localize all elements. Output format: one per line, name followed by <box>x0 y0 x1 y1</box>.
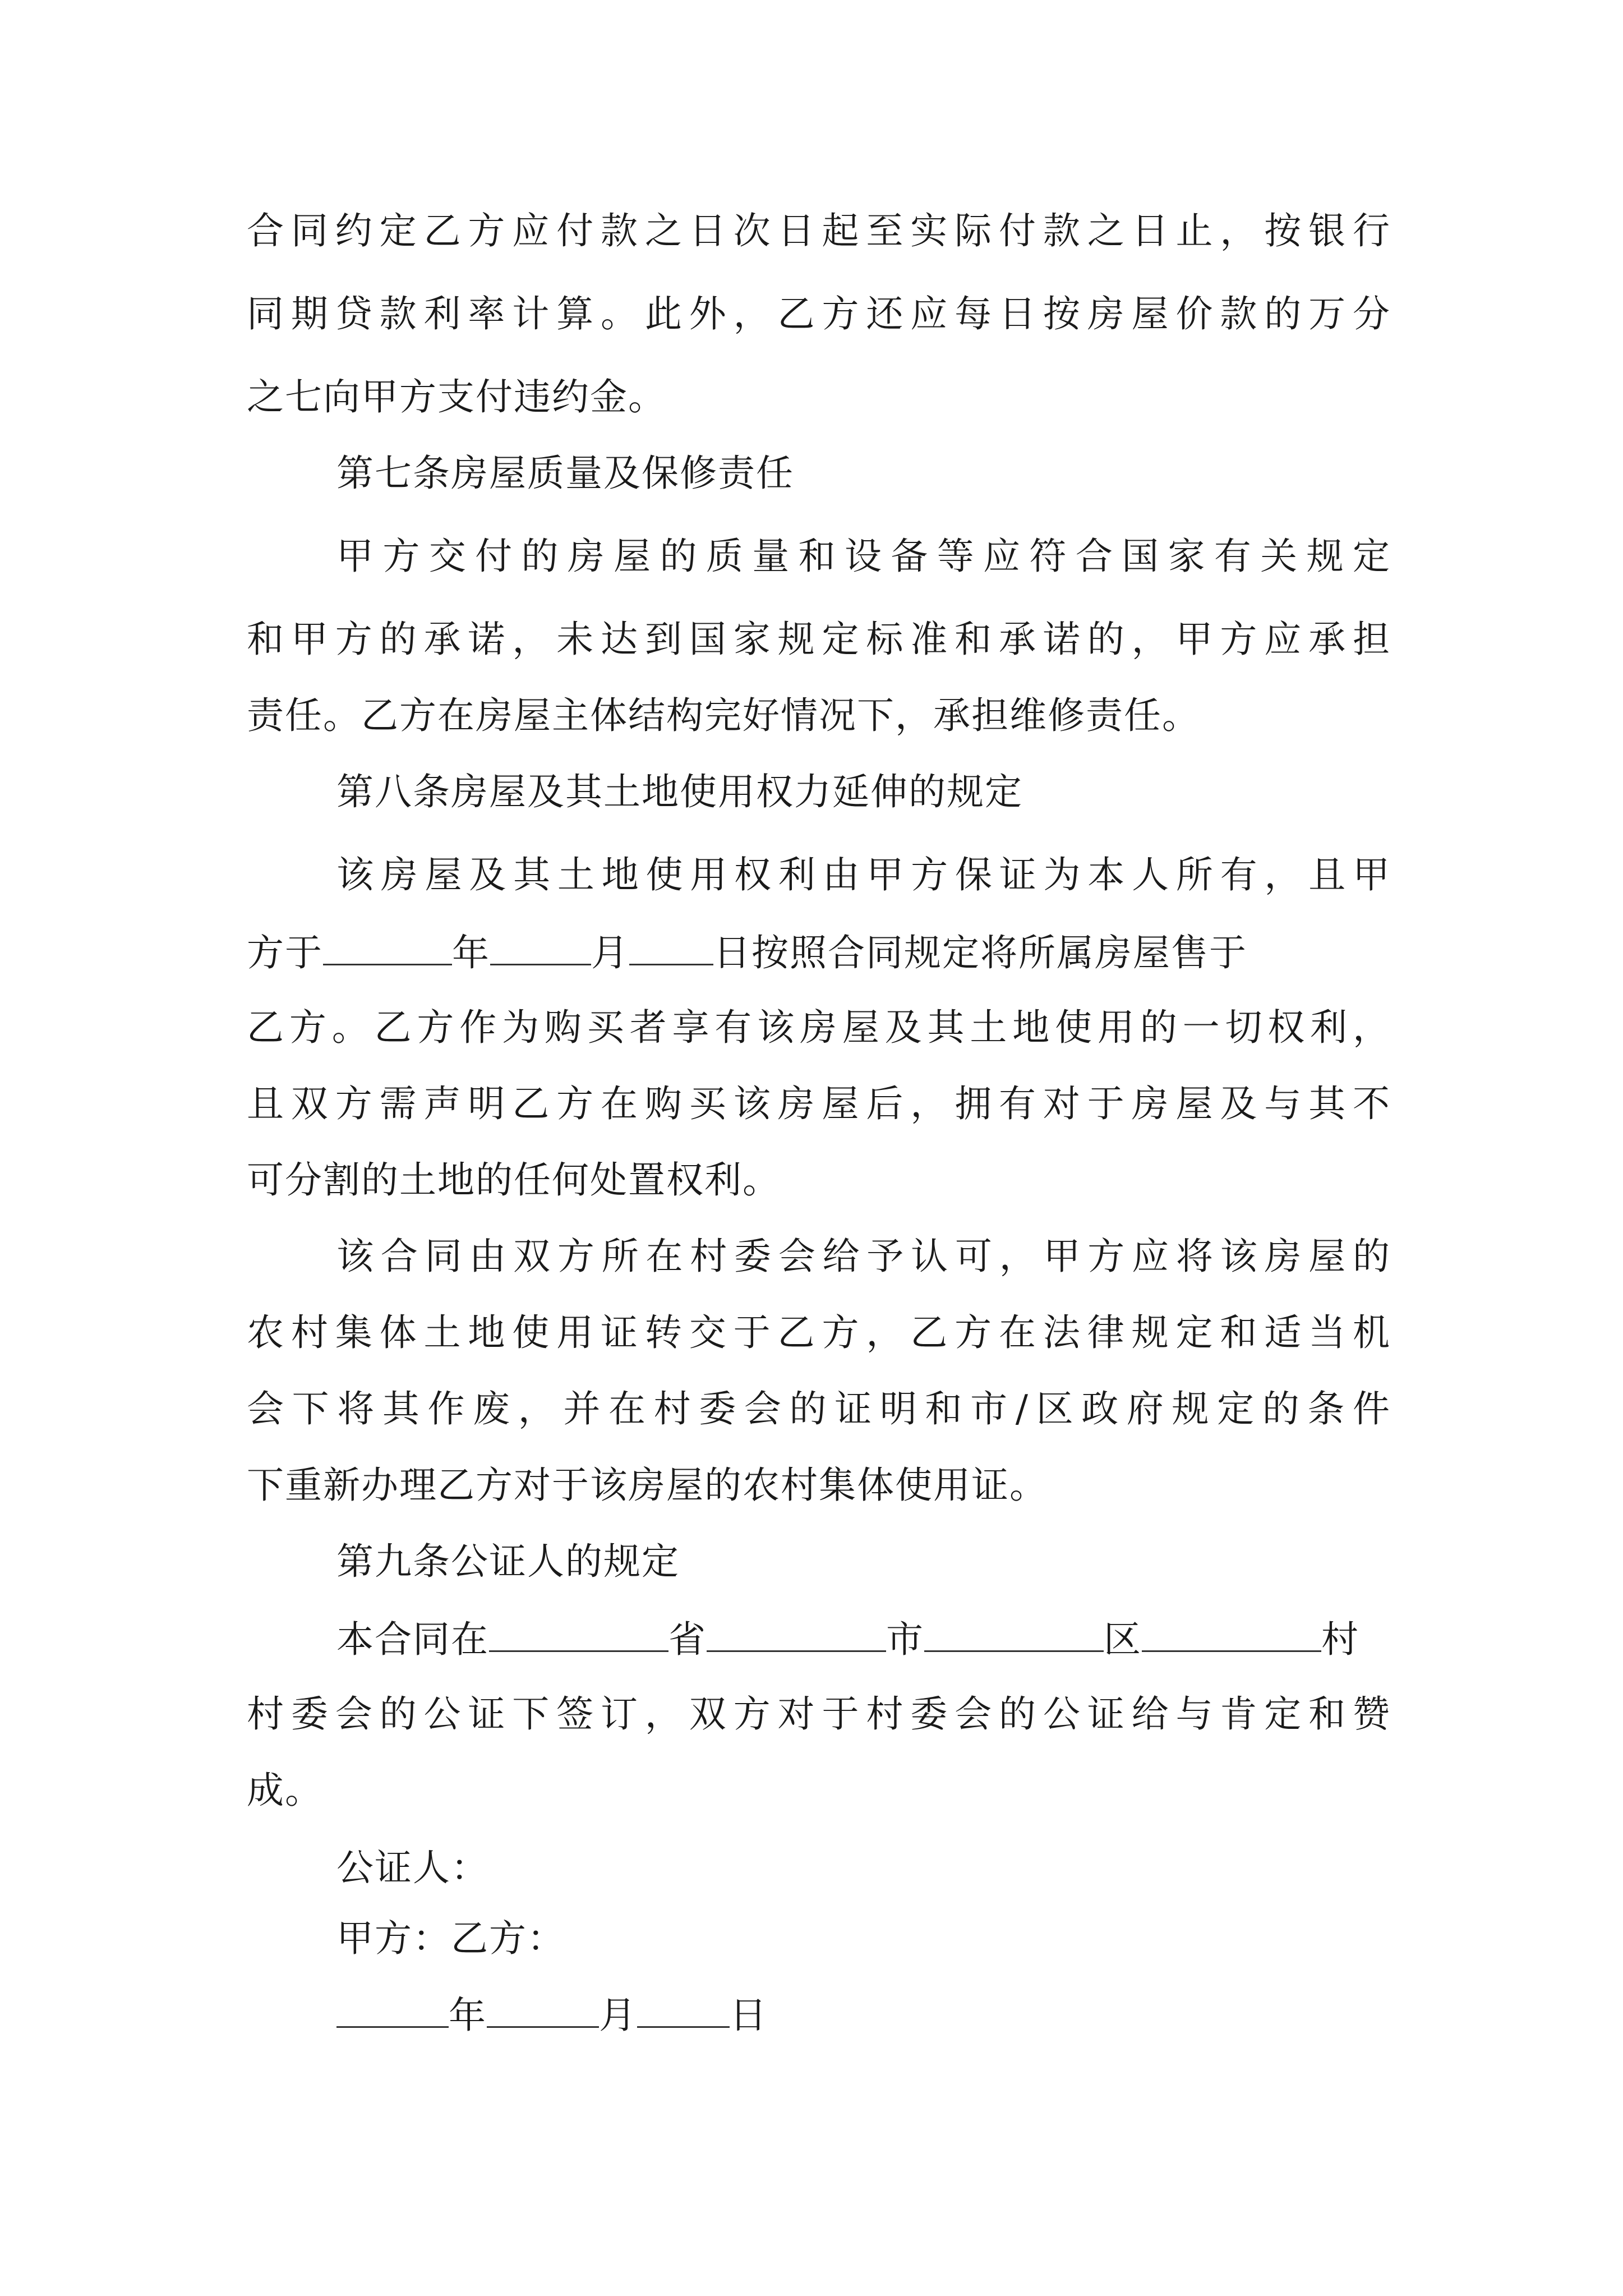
year-blank <box>323 929 452 965</box>
paragraph-line: 该合同由双方所在村委会给予认可，甲方应将该房屋的 <box>336 1235 1391 1278</box>
paragraph-line <box>247 929 1391 974</box>
paragraph-line: 农村集体土地使用证转交于乙方，乙方在法律规定和适当机 <box>247 1311 1391 1354</box>
province-blank <box>489 1616 668 1652</box>
district-blank <box>924 1616 1104 1652</box>
day-blank <box>629 929 713 965</box>
text-fragment: 村 <box>1321 1618 1359 1661</box>
paragraph-line: 成。 <box>247 1769 323 1812</box>
city-blank <box>707 1616 886 1652</box>
paragraph-line: 乙方。乙方作为购买者享有该房屋及其土地使用的一切权利， <box>247 1006 1391 1049</box>
text-fragment: 日按照合同规定将所属房屋售于 <box>713 931 1247 974</box>
paragraph-line <box>336 1616 1391 1660</box>
text-fragment: 年 <box>452 931 490 974</box>
signature-date <box>336 1991 1391 2036</box>
text-fragment: 省 <box>668 1618 707 1661</box>
paragraph-line: 该房屋及其土地使用权利由甲方保证为本人所有，且甲 <box>336 853 1391 896</box>
notary-label: 公证人： <box>336 1846 489 1889</box>
paragraph-line: 且双方需声明乙方在购买该房屋后，拥有对于房屋及与其不 <box>247 1082 1391 1125</box>
text-fragment: 市 <box>886 1618 924 1661</box>
paragraph-line: 下重新办理乙方对于该房屋的农村集体使用证。 <box>247 1464 1048 1507</box>
text-fragment: 本合同在 <box>336 1618 489 1661</box>
paragraph-line: 可分割的土地的任何处置权利。 <box>247 1158 781 1202</box>
text-fragment: 年 <box>449 1994 487 2037</box>
paragraph-line: 和甲方的承诺，未达到国家规定标准和承诺的，甲方应承担 <box>247 618 1391 661</box>
paragraph-line: 甲方交付的房屋的质量和设备等应符合国家有关规定 <box>336 535 1391 578</box>
paragraph-line: 之七向甲方支付违约金。 <box>247 375 666 418</box>
article-heading: 第八条房屋及其土地使用权力延伸的规定 <box>336 770 1023 813</box>
text-fragment: 方于 <box>247 931 323 974</box>
paragraph-line: 责任。乙方在房屋主体结构完好情况下，承担维修责任。 <box>247 694 1200 737</box>
paragraph-line: 合同约定乙方应付款之日次日起至实际付款之日止，按银行 <box>247 209 1391 252</box>
parties-label: 甲方：乙方： <box>336 1917 565 1960</box>
paragraph-line: 同期贷款利率计算。此外，乙方还应每日按房屋价款的万分 <box>247 292 1391 335</box>
village-blank <box>1142 1616 1321 1652</box>
month-blank <box>490 929 591 965</box>
text-fragment: 区 <box>1104 1618 1142 1661</box>
text-fragment: 日 <box>730 1994 768 2037</box>
article-heading: 第九条公证人的规定 <box>336 1540 680 1583</box>
month-blank <box>487 1991 599 2028</box>
text-fragment: 月 <box>591 931 629 974</box>
paragraph-line: 会下将其作废，并在村委会的证明和市/区政府规定的条件 <box>247 1387 1391 1430</box>
year-blank <box>336 1991 449 2028</box>
article-heading: 第七条房屋质量及保修责任 <box>336 452 794 495</box>
text-fragment: 月 <box>599 1994 637 2037</box>
paragraph-line: 村委会的公证下签订，双方对于村委会的公证给与肯定和赞 <box>247 1692 1391 1736</box>
day-blank <box>637 1991 730 2028</box>
